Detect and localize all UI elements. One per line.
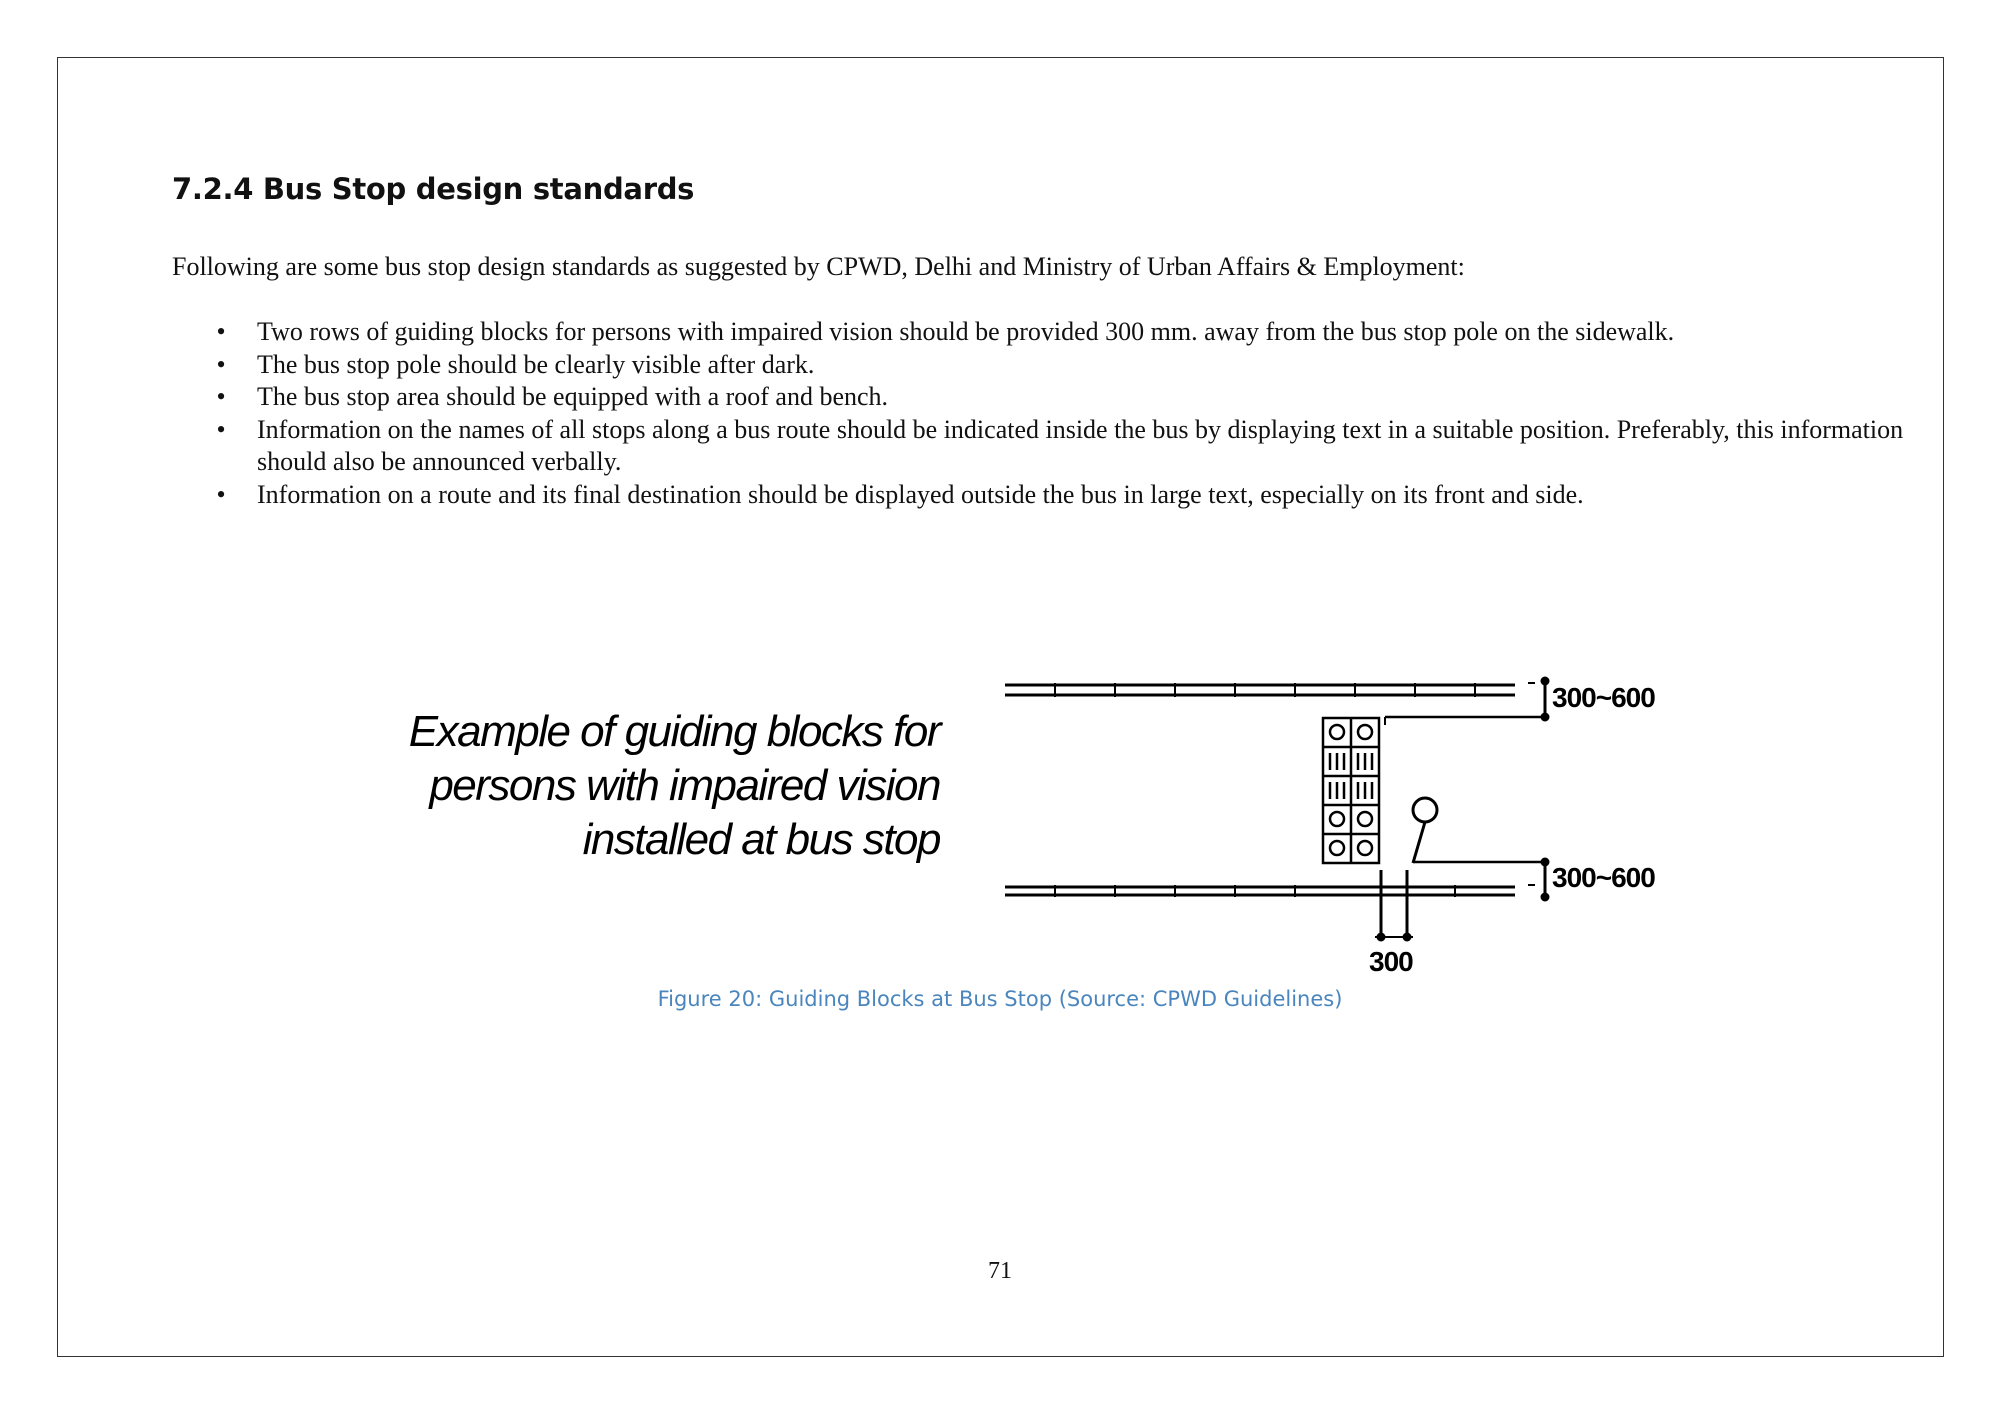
sidewalk-bottom-edge: [1005, 885, 1535, 897]
list-item: • The bus stop pole should be clearly visible after dark.: [216, 349, 815, 379]
dimension-offset: [1375, 870, 1413, 940]
figure-text-line: Example of guiding blocks for: [408, 707, 940, 756]
bus-stop-pole: [1413, 798, 1437, 863]
guiding-blocks-diagram: [995, 665, 1695, 985]
dimension-label-bottom: 300~600: [1552, 862, 1655, 893]
figure-caption: Figure 20: Guiding Blocks at Bus Stop (Source: CPWD Guidelines): [657, 987, 1343, 1011]
standards-list: [214, 316, 1934, 511]
figure-text-line: persons with impaired vision: [429, 761, 940, 810]
dimension-label-offset: 300: [1369, 946, 1413, 977]
page-number: 71: [988, 1258, 1012, 1284]
section-heading: 7.2.4 Bus Stop design standards: [172, 172, 695, 206]
list-item: • Information on the names of all stops along a bus route should be indicated inside the bus by displaying text in a suitable position. Preferably, this information should also be announced verbally.: [216, 414, 1904, 476]
sidewalk-top-edge: [1005, 683, 1535, 697]
intro-paragraph: Following are some bus stop design standards as suggested by CPWD, Delhi and Ministry of Urban Affairs & Employment:: [172, 252, 1465, 281]
list-item: • The bus stop area should be equipped with a roof and bench.: [216, 382, 889, 411]
guiding-blocks: [1323, 718, 1379, 863]
list-item: • Information on a route and its final destination should be displayed outside the bus in large text, especially on its front and side.: [216, 479, 1584, 509]
dimension-label-top: 300~600: [1552, 682, 1655, 713]
figure-description: [330, 705, 940, 867]
figure-text-line: installed at bus stop: [582, 815, 940, 864]
list-item: • Two rows of guiding blocks for persons with impaired vision should be provided 300 mm. away from the bus stop pole on the sidewalk.: [216, 317, 1675, 346]
